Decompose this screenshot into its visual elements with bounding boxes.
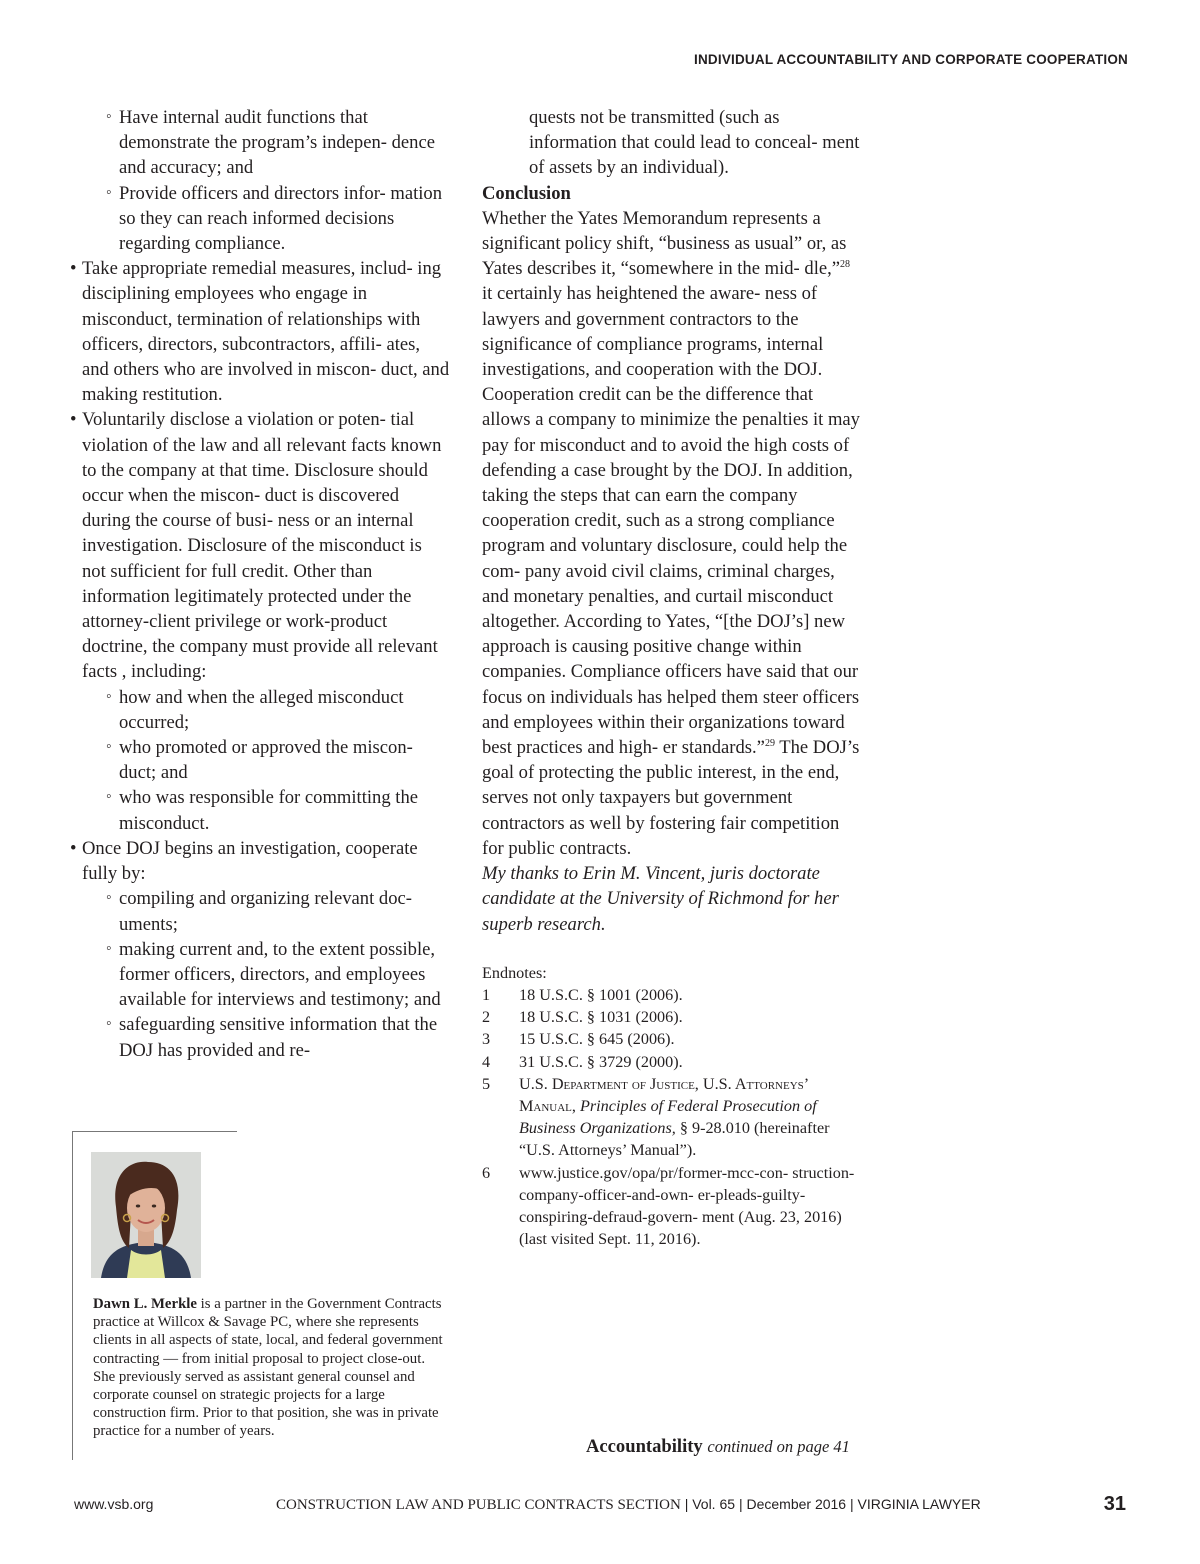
endnotes (482, 962, 862, 1251)
list-item: • Voluntarily disclose a violation or poten- tial violation of the law and all relevant facts known to the company at that time. Disclosure should occur when the miscon- duct is discovered during the course of busi- ness or an internal investigation. Disclosure of the misconduct is not sufficient for full credit. Other than information legitimately protected under the attorney-client privilege or work-product doctrine, the company must provide all relevant facts , including: (70, 409, 442, 683)
bullet-icon: • (70, 409, 77, 431)
left-column (70, 105, 450, 1063)
list-item: • Once DOJ begins an investigation, cooperate fully by: (70, 837, 418, 885)
conclusion-paragraph: Whether the Yates Memorandum represents a significant policy shift, “business as usual” or, as Yates describes it, “somewhere in the mid- dle,”$^{28}$ it certainly has heightened the aware- ness of lawyers and government contractors to the significance of compliance programs, internal investigations, and cooperation with the DOJ. Cooperation credit can be the difference that allows a company to minimize the penalties it may pay for misconduct and to avoid the high costs of defending a case brought by the DOJ. In addition, taking the steps that can earn the company cooperation credit, such as a strong compliance program and voluntary disclosure, could help the com- pany avoid civil claims, criminal charges, and monetary penalties, and curtail misconduct altogether. According to Yates, “[the DOJ’s] new approach is causing positive change within companies. Compliance officers have said that our focus on individuals has helped them steer officers and employees within their organizations toward best practices and high- er standards.”$^{29}$ The DOJ’s goal of protecting the public interest, in the end, serves not only taxpayers but government contractors as well by fostering fair competition for public contracts. (482, 207, 860, 859)
endnote-item: 3 15 U.S.C. § 645 (2006). (482, 1030, 675, 1049)
footer-section: CONSTRUCTION LAW AND PUBLIC CONTRACTS SECTION (276, 1497, 681, 1513)
list-item: ◦ who was responsible for committing the misconduct. (106, 785, 450, 835)
bio-rule-left (72, 1131, 73, 1460)
running-head: INDIVIDUAL ACCOUNTABILITY AND CORPORATE COOPERATION (694, 52, 1128, 67)
circle-bullet-icon: ◦ (106, 687, 112, 705)
circle-bullet-icon: ◦ (106, 939, 112, 957)
circle-bullet-icon: ◦ (106, 889, 112, 907)
list-item: ◦ compiling and organizing relevant doc- uments; (106, 886, 450, 936)
footnote-ref: 28 (840, 259, 851, 271)
list-item: • Take appropriate remedial measures, includ- ing disciplining employees who engage in misconduct, termination of relationships with officers, directors, subcontractors, affili- ates, and others who are involved in miscon- duct, and making restitution. (70, 258, 450, 406)
circle-bullet-icon: ◦ (106, 1015, 112, 1033)
endnote-item: 6 www.justice.gov/opa/pr/former-mcc-con- struction-company-officer-and-own- er-pleads-guilty-conspiring-defraud-govern- ment (Aug. 23, 2016) (last visited Sept. 11, 2016). (482, 1163, 855, 1249)
endnote-item: 4 31 U.S.C. § 3729 (2000). (482, 1052, 683, 1071)
continued-paragraph: quests not be transmitted (such as information that could lead to conceal- ment of assets by an individual). (529, 107, 860, 179)
footer-date: December 2016 (746, 1496, 847, 1512)
list-item: ◦ who promoted or approved the miscon- duct; and (106, 735, 450, 785)
bullet-icon: • (70, 837, 77, 859)
acknowledgement: My thanks to Erin M. Vincent, juris doctorate candidate at the University of Richmond for her superb research. (482, 863, 839, 935)
footer-publication: VIRGINIA LAWYER (857, 1496, 981, 1512)
endnotes-label: Endnotes: (482, 963, 547, 982)
list-item: ◦ how and when the alleged misconduct occurred; (106, 685, 450, 735)
list-item: ◦ safeguarding sensitive information that the DOJ has provided and re- (106, 1012, 450, 1062)
author-bio: Dawn L. Merkle is a partner in the Government Contracts practice at Willcox & Savage PC, where she represents clients in all aspects of state, local, and federal government contracting — from initial proposal to project close-out. She previously served as assistant general counsel and corporate counsel on strategic projects for a large construction firm. Prior to that position, she was in private practice for a number of years. (93, 1296, 443, 1440)
author-photo (91, 1152, 201, 1278)
list-item: ◦ making current and, to the extent possible, former officers, directors, and employees available for interviews and testimony; and (106, 937, 450, 1013)
footer-publication-line: CONSTRUCTION LAW AND PUBLIC CONTRACTS SECTION | Vol. 65 | December 2016 | VIRGINIA LAWYER (276, 1496, 981, 1513)
list-item: ◦ Provide officers and directors infor- mation so they can reach informed decisions regarding compliance. (106, 181, 450, 257)
footer-url: www.vsb.org (74, 1496, 154, 1512)
endnote-item: 2 18 U.S.C. § 1031 (2006). (482, 1008, 683, 1027)
circle-bullet-icon: ◦ (106, 738, 112, 756)
list-item: ◦ Have internal audit functions that demonstrate the program’s indepen- dence and accuracy; and (106, 105, 450, 181)
section-heading: Conclusion (482, 182, 571, 204)
footer-volume: Vol. 65 (692, 1496, 736, 1512)
endnote-item: 5 U.S. Department of Justice, U.S. Attorneys’ Manual, Principles of Federal Prosecution of Business Organizations, § 9-28.010 (hereinafter “U.S. Attorneys’ Manual”). (482, 1074, 830, 1160)
author-portrait-image (91, 1152, 201, 1278)
circle-bullet-icon: ◦ (106, 788, 112, 806)
circle-bullet-icon: ◦ (106, 183, 112, 201)
footnote-ref: 29 (764, 737, 775, 749)
circle-bullet-icon: ◦ (106, 108, 112, 125)
continued-note: Accountability continued on page 41 (586, 1436, 850, 1457)
right-column (482, 105, 862, 1250)
bullet-icon: • (70, 258, 77, 280)
page-number: 31 (1103, 1493, 1126, 1515)
bio-rule-top (72, 1131, 237, 1132)
endnote-item: 1 18 U.S.C. § 1001 (2006). (482, 985, 683, 1004)
author-name: Dawn L. Merkle (93, 1296, 197, 1312)
